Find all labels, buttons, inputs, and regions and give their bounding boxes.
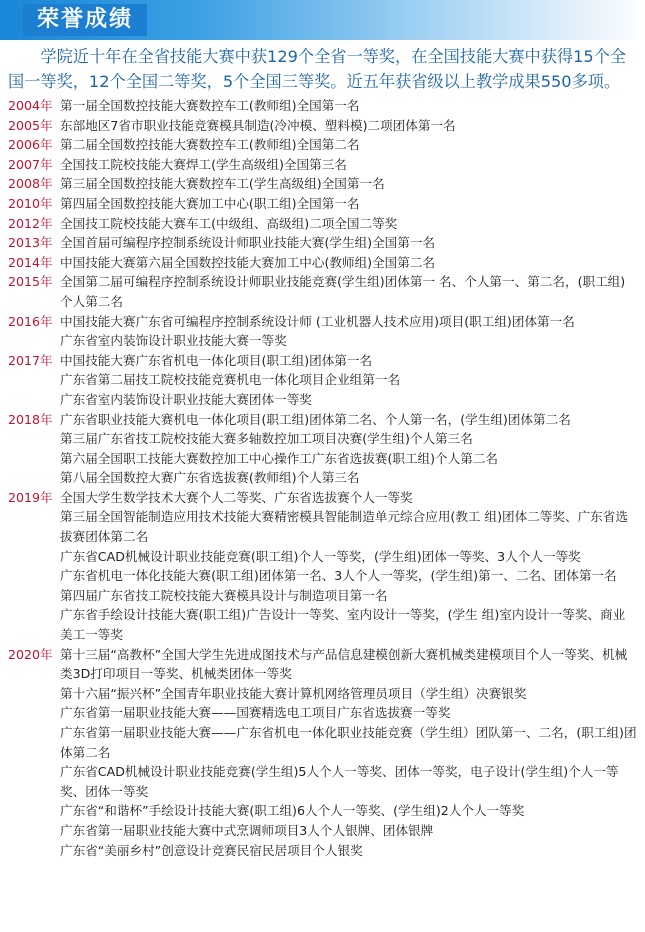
honor-entry: [8, 312, 637, 351]
entry-item: 广东省室内装饰设计职业技能大赛团体一等奖: [60, 391, 312, 407]
entry-item: 广东省机电一体化技能大赛(职工组)团体第一名、3人个人一等奖，(学生组)第一、二名、团体第一名: [60, 568, 617, 584]
entry-item: 第一届全国数控技能大赛数控车工(教师组)全国第一名: [60, 98, 360, 113]
honor-entry: [8, 253, 637, 273]
entry-item: 第二届全国数控技能大赛数控车工(教师组)全国第二名: [60, 137, 360, 153]
entry-year: 2008年: [8, 176, 53, 192]
entry-items: [60, 351, 637, 410]
entry-item: 广东省第二届技工院校技能竞赛机电一体化项目企业组第一名: [60, 372, 401, 388]
honor-entry: [8, 194, 637, 214]
entry-item: 第四届全国数控技能大赛加工中心(职工组)全国第一名: [60, 195, 360, 211]
entry-items: [60, 233, 637, 253]
entry-item: 中国技能大赛广东省可编程序控制系统设计师 (工业机器人技术应用)项目(职工组)团体第一名: [60, 313, 575, 329]
entry-item: 第三届广东省技工院校技能大赛多轴数控加工项目决赛(学生组)个人第三名: [60, 431, 473, 447]
entry-items: [60, 155, 637, 175]
honor-entry: [8, 155, 637, 175]
entry-year: 2012年: [8, 215, 53, 231]
entry-year: 2017年: [8, 352, 53, 368]
honor-entry: [8, 116, 637, 136]
entry-year: 2013年: [8, 235, 53, 251]
entry-items: [60, 116, 637, 136]
entry-item: 全国大学生数学技术大赛个人二等奖、广东省选拔赛个人一等奖: [60, 489, 413, 505]
entry-item: 第十三届“高教杯”全国大学生先进成图技术与产品信息建模创新大赛机械类建模项目个人一等奖、机械类3D打印项目一等奖、机械类团体一等奖: [60, 646, 628, 682]
entry-items: [60, 645, 637, 861]
entry-year: 2004年: [8, 98, 53, 113]
honor-entry: [8, 272, 637, 311]
entry-item: 广东省第一届职业技能大赛——广东省机电一体化职业技能竞赛（学生组）团队第一、二名，(职工组)团体第二名: [60, 725, 637, 760]
entry-item: 第八届全国数控大赛广东省选拔赛(教师组)个人第三名: [60, 470, 360, 486]
entry-item: 广东省CAD机械设计职业技能竞赛(职工组)个人一等奖，(学生组)团体一等奖、3人个人一等奖: [60, 548, 581, 564]
honor-entry: [8, 233, 637, 253]
entry-item: 广东省第一届职业技能大赛——国赛精选电工项目广东省选拔赛一等奖: [60, 705, 451, 721]
entry-item: 中国技能大赛广东省机电一体化项目(职工组)团体第一名: [60, 352, 373, 368]
entry-item: 第十六届“振兴杯”全国青年职业技能大赛计算机网络管理员项目（学生组）决赛银奖: [60, 685, 527, 701]
entry-year: 2006年: [8, 137, 53, 153]
entry-year: 2019年: [8, 489, 53, 505]
entry-items: [60, 312, 637, 351]
entry-items: [60, 174, 637, 194]
honor-entry: [8, 488, 637, 645]
entry-item: 广东省职业技能大赛机电一体化项目(职工组)团体第二名、个人第一名，(学生组)团体第二名: [60, 411, 571, 427]
honor-entry: [8, 645, 637, 861]
entry-items: [60, 214, 637, 234]
honor-list: [0, 94, 645, 860]
page-title: 荣誉成绩: [23, 4, 147, 36]
honor-entry: [8, 410, 637, 488]
entry-items: [60, 488, 637, 645]
honor-entry: [8, 174, 637, 194]
entry-item: 广东省第一届职业技能大赛中式烹调师项目3人个人银牌、团体银牌: [60, 822, 434, 838]
entry-items: [60, 96, 637, 116]
honor-entry: [8, 96, 637, 116]
entry-items: [60, 410, 637, 488]
entry-item: 第三届全国数控技能大赛数控车工(学生高级组)全国第一名: [60, 176, 385, 192]
entry-item: 全国技工院校技能大赛车工(中级组、高级组)二项全国二等奖: [60, 215, 398, 231]
entry-year: 2020年: [8, 646, 53, 662]
entry-year: 2014年: [8, 254, 53, 270]
entry-year: 2016年: [8, 313, 53, 329]
entry-item: 全国技工院校技能大赛焊工(学生高级组)全国第三名: [60, 156, 347, 172]
honor-entry: [8, 214, 637, 234]
entry-item: 第四届广东省技工院校技能大赛模具设计与制造项目第一名: [60, 587, 388, 603]
entry-items: [60, 253, 637, 273]
entry-year: 2007年: [8, 156, 53, 172]
entry-items: [60, 135, 637, 155]
entry-item: 广东省手绘设计技能大赛(职工组)广告设计一等奖、室内设计一等奖，(学生 组)室内设计一等奖、商业美工一等奖: [60, 607, 626, 643]
entry-year: 2010年: [8, 195, 53, 211]
entry-item: 广东省室内装饰设计职业技能大赛一等奖: [60, 333, 287, 349]
intro-paragraph: 学院近十年在全省技能大赛中获129个全省一等奖，在全国技能大赛中获得15个全国一等奖，12个全国二等奖，5个全国三等奖。近五年获省级以上教学成果550多项。: [8, 47, 627, 91]
entry-item: 广东省CAD机械设计职业技能竞赛(学生组)5人个人一等奖、团体一等奖，电子设计(学生组)个人一等奖、团体一等奖: [60, 764, 619, 799]
entry-item: 东部地区7省市职业技能竞赛模具制造(冷冲模、塑料模)二项团体第一名: [60, 117, 456, 133]
entry-year: 2015年: [8, 274, 53, 290]
entry-year: 2018年: [8, 411, 53, 427]
honor-entry: [8, 135, 637, 155]
entry-item: 广东省“美丽乡村”创意设计竞赛民宿民居项目个人银奖: [60, 842, 363, 858]
entry-item: 中国技能大赛第六届全国数控技能大赛加工中心(教师组)全国第二名: [60, 254, 436, 270]
honor-entry: [8, 351, 637, 410]
entry-year: 2005年: [8, 117, 53, 133]
header-bar: [0, 0, 645, 40]
entry-items: [60, 272, 637, 311]
entry-item: 全国首届可编程序控制系统设计师职业技能大赛(学生组)全国第一名: [60, 235, 436, 251]
entry-items: [60, 194, 637, 214]
entry-item: 第三届全国智能制造应用技术技能大赛精密模具智能制造单元综合应用(教工 组)团体二等奖、广东省选拔赛团体第二名: [60, 509, 628, 545]
entry-item: 全国第二届可编程序控制系统设计师职业技能竞赛(学生组)团体第一 名、个人第一、第二名，(职工组)个人第二名: [60, 274, 626, 309]
entry-item: 广东省“和谐杯”手绘设计技能大赛(职工组)6人个人一等奖、(学生组)2人个人一等奖: [60, 803, 525, 819]
entry-item: 第六届全国职工技能大赛数控加工中心操作工广东省选拔赛(职工组)个人第二名: [60, 450, 499, 466]
